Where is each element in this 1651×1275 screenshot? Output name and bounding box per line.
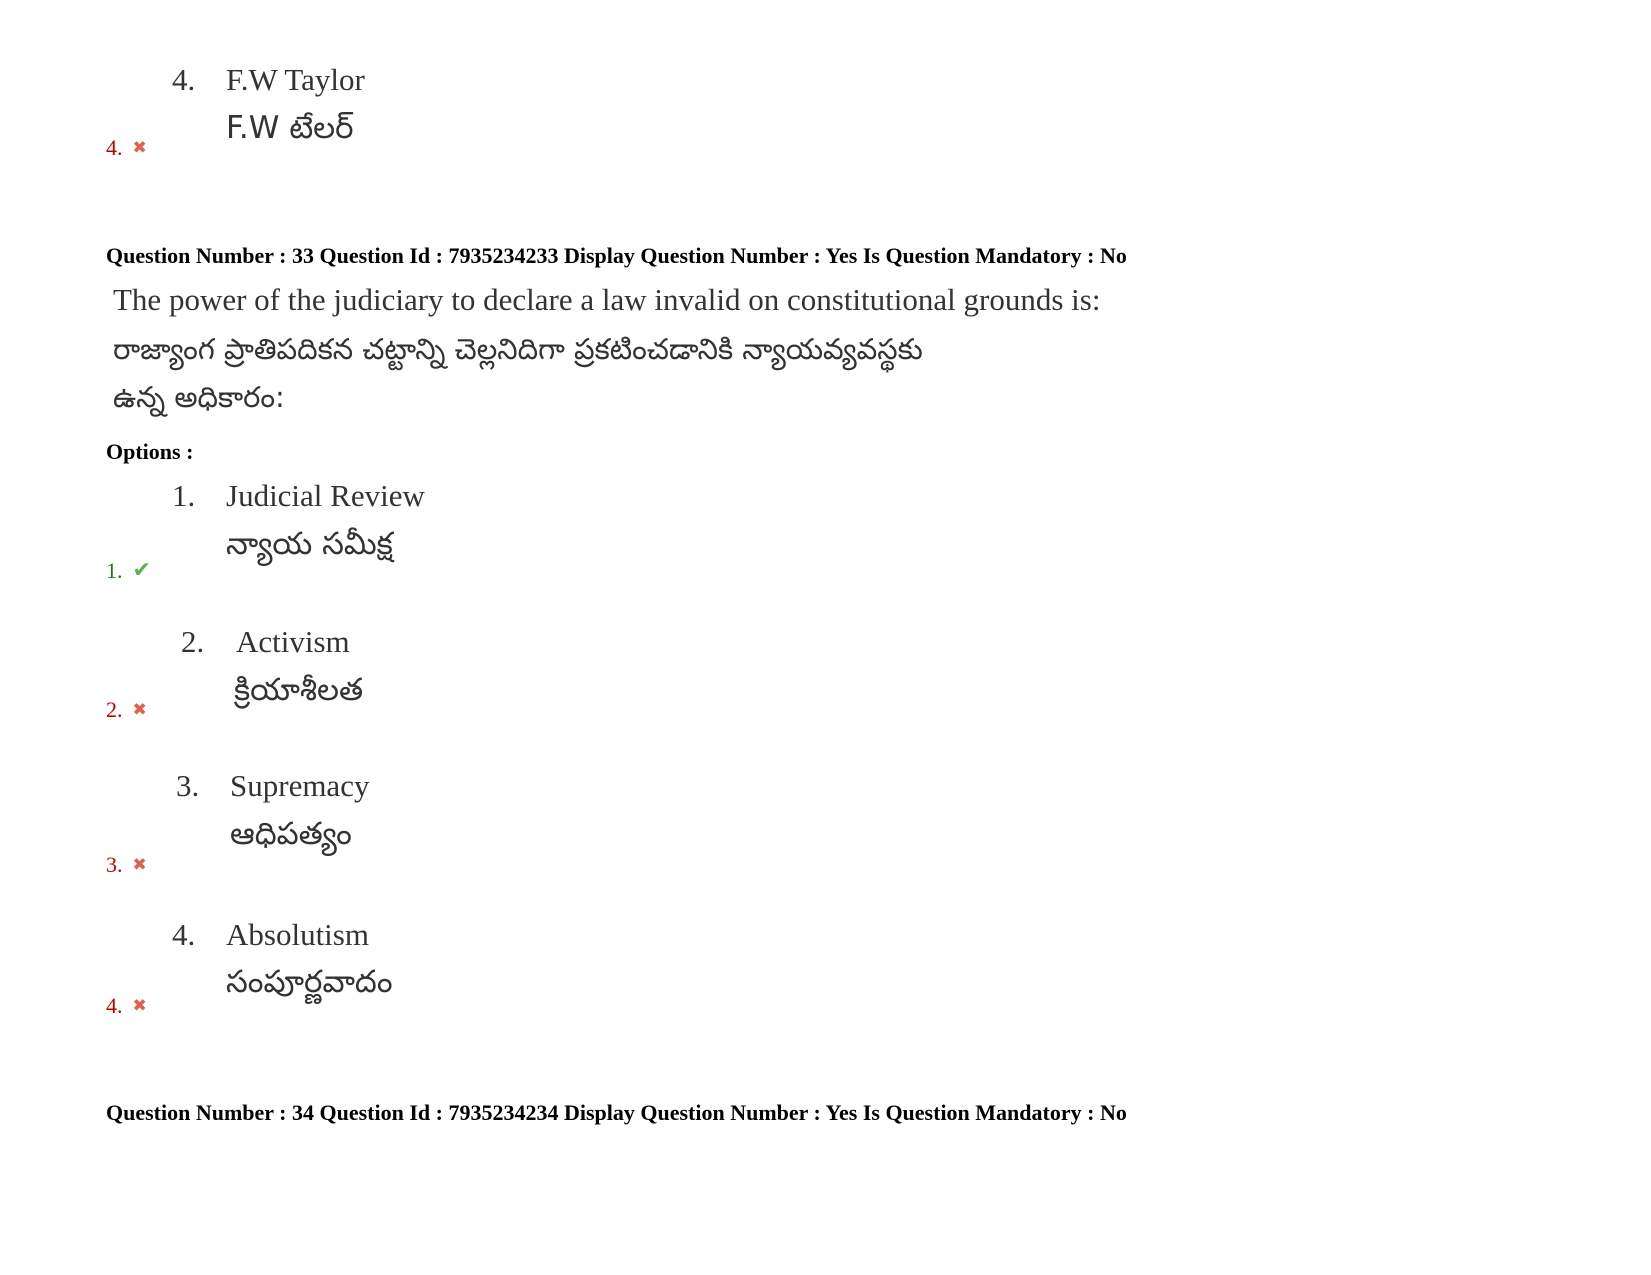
question-text-telugu-line-1: రాజ్యాంగ ప్రాతిపదికన చట్టాన్ని చెల్లనిదిగా ప్రకటించడానికి న్యాయవ్యవస్థకు [113, 332, 923, 366]
option-text-english: F.W Taylor [226, 62, 365, 97]
option-number: 3. [176, 768, 200, 803]
option-text-english: Supremacy [230, 768, 370, 803]
option-marker-label: 1. [106, 558, 123, 583]
option-marker [106, 558, 151, 584]
cross-icon: ✖ [132, 854, 147, 875]
question-text-english: The power of the judiciary to declare a law invalid on constitutional grounds is: [113, 282, 1101, 317]
option-number: 1. [172, 478, 196, 513]
option-number: 2. [181, 624, 205, 659]
option-text-telugu: సంపూర్ణవాదం [226, 964, 393, 1000]
option-marker-label: 2. [106, 697, 123, 722]
option-text-telugu: F.W టేలర్ [226, 110, 354, 146]
check-icon: ✔ [132, 558, 151, 583]
question-header: Question Number : 33 Question Id : 7935234233 Display Question Number : Yes Is Question Mandatory : No [106, 243, 1127, 268]
option-text-telugu: న్యాయ సమీక్ష [226, 526, 393, 562]
option-marker [106, 852, 147, 878]
option-marker-label: 3. [106, 852, 123, 877]
cross-icon: ✖ [132, 699, 147, 720]
option-number: 4. [172, 917, 196, 952]
cross-icon: ✖ [132, 995, 147, 1016]
option-text-telugu: ఆధిపత్యం [230, 816, 352, 852]
options-label: Options : [106, 439, 194, 464]
option-marker [106, 697, 147, 723]
option-text-english: Activism [236, 624, 350, 659]
option-number: 4. [172, 62, 196, 97]
option-text-telugu: క్రియాశీలత [234, 672, 364, 708]
option-marker-label: 4. [106, 135, 123, 160]
option-marker-label: 4. [106, 993, 123, 1018]
option-marker [106, 993, 147, 1019]
option-marker [106, 135, 147, 161]
question-text-telugu-line-2: ఉన్న అధికారం: [113, 380, 285, 414]
question-header: Question Number : 34 Question Id : 7935234234 Display Question Number : Yes Is Question Mandatory : No [106, 1100, 1127, 1125]
cross-icon: ✖ [132, 137, 147, 158]
option-text-english: Judicial Review [226, 478, 425, 513]
option-text-english: Absolutism [226, 917, 369, 952]
